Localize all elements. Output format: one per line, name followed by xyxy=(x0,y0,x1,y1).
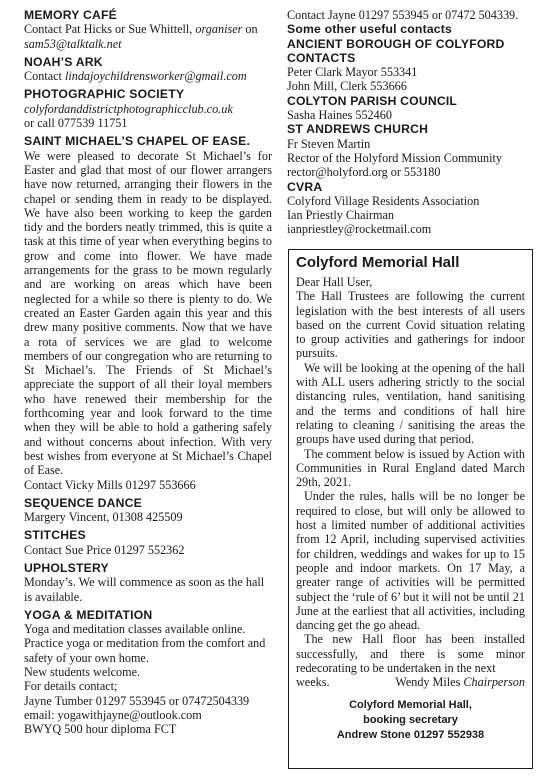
yoga-contact-continued: Contact Jayne 01297 553945 or 07472 504339. xyxy=(287,8,519,22)
cvra-contact: Colyford Village Residents Association xyxy=(287,193,480,208)
photographic-section xyxy=(24,87,272,130)
photographic-phone: or call 077539 11751 xyxy=(24,116,128,131)
borough-heading-contacts: CONTACTS xyxy=(287,50,356,65)
cvra-contact: Ian Priestly Chairman xyxy=(287,208,394,223)
memorial-hall-greeting: Dear Hall User, xyxy=(296,275,373,289)
upholstery-body: Monday’s. We will commence as soon as the hall is available. xyxy=(24,575,265,604)
yoga-qualification: BWYQ 500 hour diploma FCT xyxy=(24,722,177,737)
parish-heading: COLYTON PARISH COUNCIL xyxy=(287,93,458,108)
chapel-body: We were pleased to decorate St Michael’s for Easter and glad that most of our flower arrangers have now returned, arranging their flowers in the chapel or sending them in ready to be displayed. We have also been working to keep the garden tidy and the borders neatly trimmed, this is quite a task at this time of year when everything begins to grow and come into flower. We have made arrangements for the grass to be mown regularly and are working on areas which have been neglected for a while so there is plenty to do. We created an Easter Garden again this year and this drew many positive comments. Now that we have a rota of services we are glad to welcome members of our congregation who are returning to St Michael’s. The Friends of St Michael’s appreciate the support of all their loyal members who have renewed their membership for the forthcoming year and look forward to the time when they will be able to hold a gathering safely and without concerns about infection. With very best wishes from everyone at St Michael’s Chapel of Ease. xyxy=(24,148,272,478)
useful-contacts-heading: Some other useful contacts xyxy=(287,22,453,37)
borough-heading: ANCIENT BOROUGH OF COLYFORD xyxy=(287,36,505,51)
sequence-dance-section xyxy=(24,496,272,525)
right-column xyxy=(287,8,535,237)
yoga-heading: YOGA & MEDITATION xyxy=(24,607,153,622)
noahs-ark-section xyxy=(24,55,272,84)
yoga-line: Yoga and meditation classes available online. xyxy=(24,622,246,637)
yoga-line: New students welcome. xyxy=(24,665,141,680)
parish-contact: Sasha Haines 552460 xyxy=(287,108,392,123)
memory-cafe-role: organiser xyxy=(195,22,243,37)
memory-cafe-contact-text: Contact Pat Hicks or Sue Whittell, xyxy=(24,22,193,37)
memory-cafe-email[interactable]: sam53@talktalk.net xyxy=(24,36,122,51)
yoga-line: Practice yoga or meditation from the comfort and safety of your own home. xyxy=(24,636,266,665)
memorial-hall-paragraph: The comment below is issued by Action with Communities in Rural England dated March 29th, 2021. xyxy=(296,446,525,490)
borough-contact: John Mill, Clerk 553666 xyxy=(287,79,407,94)
borough-contact: Peter Clark Mayor 553341 xyxy=(287,65,418,80)
cvra-heading: CVRA xyxy=(287,179,323,194)
memorial-hall-paragraph: The new Hall floor has been installed successfully, and there is some minor redecorating to be undertaken in the next xyxy=(296,632,525,676)
memory-cafe-heading: MEMORY CAFÉ xyxy=(24,8,117,22)
church-contact: Fr Steven Martin xyxy=(287,136,371,151)
chapel-contact: Contact Vicky Mills 01297 553666 xyxy=(24,477,196,492)
upholstery-section xyxy=(24,561,272,604)
noahs-ark-contact-prefix: Contact xyxy=(24,69,62,84)
memorial-hall-signoff xyxy=(296,675,525,689)
cvra-email[interactable]: ianpriestley@rocketmail.com xyxy=(287,222,432,237)
church-contact: Rector of the Holyford Mission Community xyxy=(287,150,502,165)
yoga-phone: Jayne Tumber 01297 553945 or 07472504339 xyxy=(24,693,250,708)
stitches-heading: STITCHES xyxy=(24,528,86,543)
left-column xyxy=(24,8,272,737)
church-contact: rector@holyford.org or 553180 xyxy=(287,165,441,180)
booking-footer xyxy=(296,698,525,743)
memorial-hall-notice xyxy=(288,249,533,769)
sequence-dance-contact: Margery Vincent, 01308 425509 xyxy=(24,510,183,525)
noahs-ark-contact xyxy=(24,69,272,83)
memorial-hall-last-word: weeks. xyxy=(296,675,330,690)
memorial-hall-signature xyxy=(395,675,525,689)
memorial-hall-paragraph: We will be looking at the opening of the hall with ALL users adhering strictly to the social distancing rules, ventilation, hand sanitising and the terms and conditions of hall hire relating to cleaning / sanitising the areas the groups have used during that period. xyxy=(296,360,525,447)
church-heading: ST ANDREWS CHURCH xyxy=(287,122,429,137)
memorial-hall-paragraph: Under the rules, halls will be no longer be required to close, but will only be allowed to host a limited number of additional activities from 12 April, including supervised activities for children, weddings and wakes for up to 15 people and indoor markets. On 17 May, a greater range of activities will be permitted subject the ‘rule of 6’ but it will not be until 21 June at the earliest that all activities, including dancing get the go ahead. xyxy=(296,489,525,633)
memorial-hall-title: Colyford Memorial Hall xyxy=(296,254,460,271)
photographic-website[interactable]: colyfordanddistrictphotographicclub.co.uk xyxy=(24,101,233,116)
noahs-ark-heading: NOAH’S ARK xyxy=(24,54,103,69)
memorial-hall-body xyxy=(296,275,525,690)
upholstery-heading: UPHOLSTERY xyxy=(24,560,109,575)
memorial-hall-paragraph: The Hall Trustees are following the current legislation with the best interests of all users based on the current Covid situation relating to group activities and gatherings for indoor pursuits. xyxy=(296,289,525,361)
booking-footer-line: Colyford Memorial Hall, xyxy=(349,698,472,711)
sequence-dance-heading: SEQUENCE DANCE xyxy=(24,495,142,510)
yoga-line: For details contact; xyxy=(24,679,118,694)
yoga-email[interactable]: email: yogawithjayne@outlook.com xyxy=(24,707,202,722)
chapel-heading: SAINT MICHAEL’S CHAPEL OF EASE. xyxy=(24,134,251,149)
memory-cafe-on: on xyxy=(245,22,258,37)
stitches-section xyxy=(24,528,272,557)
noahs-ark-email[interactable]: lindajoychildrensworker@gmail.com xyxy=(64,69,247,84)
chapel-section xyxy=(24,134,272,491)
booking-footer-line: booking secretary xyxy=(363,713,458,726)
yoga-section xyxy=(24,608,272,737)
stitches-contact: Contact Sue Price 01297 552362 xyxy=(24,542,185,557)
memory-cafe-section xyxy=(24,8,272,51)
memory-cafe-contact xyxy=(24,22,272,36)
booking-footer-phone: Andrew Stone 01297 552938 xyxy=(336,728,485,741)
photographic-heading: PHOTOGRAPHIC SOCIETY xyxy=(24,87,185,102)
signoff-role: Chairperson xyxy=(463,675,525,690)
signoff-name: Wendy Miles xyxy=(395,675,461,690)
